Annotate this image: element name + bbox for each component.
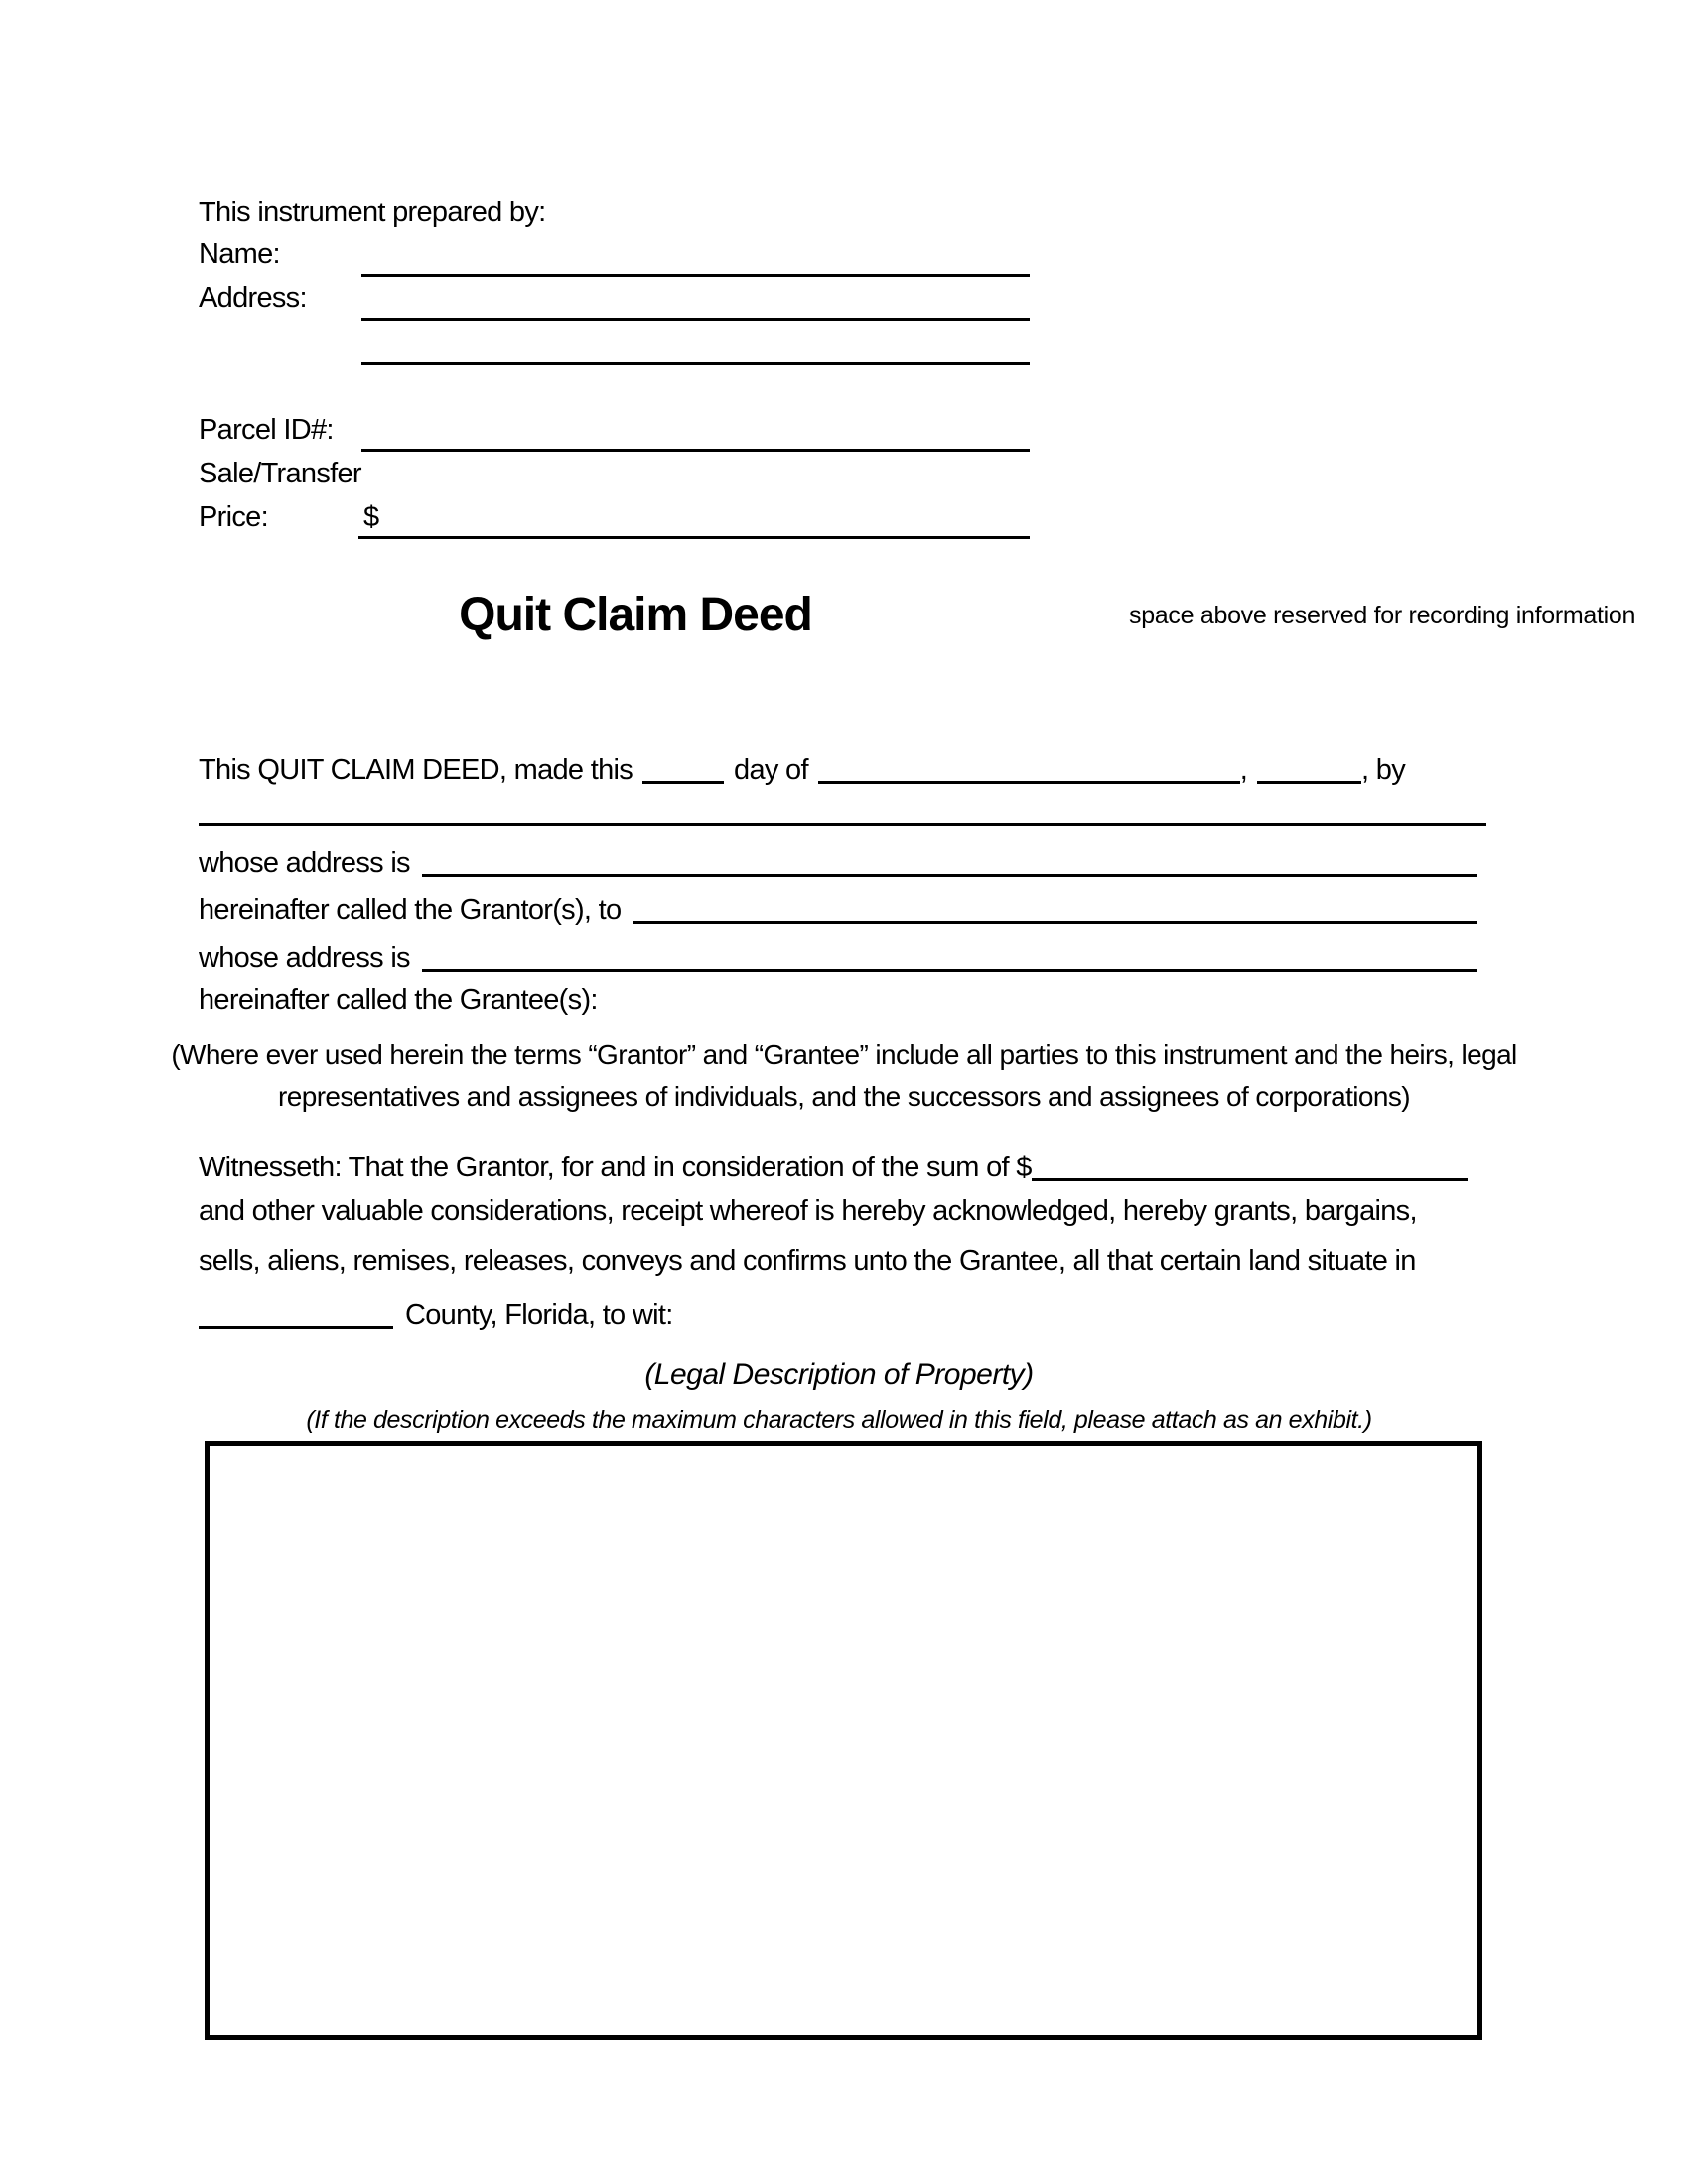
intro-suffix: , by bbox=[1361, 754, 1405, 786]
parcel-id-label: Parcel ID#: bbox=[199, 414, 334, 446]
intro-day-of: day of bbox=[734, 754, 808, 786]
witnesseth-line-3: sells, aliens, remises, releases, conveys and confirms unto the Grantee, all that certain land situate in bbox=[199, 1245, 1416, 1277]
grantor-name-field[interactable] bbox=[199, 823, 1486, 826]
grantor-to-line bbox=[199, 887, 1477, 928]
intro-prefix: This QUIT CLAIM DEED, made this bbox=[199, 754, 633, 786]
prepared-by-heading: This instrument prepared by: bbox=[199, 197, 546, 228]
recording-space-note: space above reserved for recording information bbox=[1129, 602, 1636, 629]
deed-day-field[interactable] bbox=[642, 751, 724, 784]
intro-line bbox=[199, 747, 1405, 788]
preparer-name-field[interactable] bbox=[361, 274, 1030, 277]
preparer-address-field-1[interactable] bbox=[361, 318, 1030, 321]
legal-description-note: (If the description exceeds the maximum characters allowed in this field, please attach as an exhibit.) bbox=[306, 1406, 1372, 1433]
definition-line-1: (Where ever used herein the terms “Grantor” and “Grantee” include all parties to this instrument and the heirs, legal bbox=[171, 1039, 1517, 1070]
dollar-sign: $ bbox=[363, 501, 379, 533]
legal-description-box[interactable] bbox=[205, 1441, 1482, 2040]
grantee-whose-address-label: whose address is bbox=[199, 942, 410, 974]
definition-line-2: representatives and assignees of individuals, and the successors and assignees of corporations) bbox=[278, 1081, 1410, 1112]
intro-comma: , bbox=[1239, 754, 1248, 786]
preparer-address-field-2[interactable] bbox=[361, 362, 1030, 365]
grantee-address-line bbox=[199, 934, 1477, 976]
grantor-address-line bbox=[199, 839, 1477, 881]
name-label: Name: bbox=[199, 238, 280, 270]
page-title: Quit Claim Deed bbox=[459, 589, 812, 641]
grantee-called-line: hereinafter called the Grantee(s): bbox=[199, 984, 598, 1016]
grantor-address-field[interactable] bbox=[422, 844, 1477, 877]
grantor-to-label: hereinafter called the Grantor(s), to bbox=[199, 894, 622, 926]
county-name-field[interactable] bbox=[199, 1297, 393, 1329]
witnesseth-line-2: and other valuable considerations, receipt whereof is hereby acknowledged, hereby grants, bargains, bbox=[199, 1195, 1417, 1227]
county-suffix: County, Florida, to wit: bbox=[405, 1299, 673, 1331]
definition-paragraph bbox=[119, 1034, 1569, 1118]
grantee-name-field[interactable] bbox=[633, 891, 1477, 924]
witnesseth-line-1 bbox=[199, 1144, 1468, 1185]
price-label: Price: bbox=[199, 501, 268, 533]
consideration-amount-field[interactable] bbox=[1032, 1149, 1468, 1181]
grantor-whose-address-label: whose address is bbox=[199, 847, 410, 879]
legal-description-heading: (Legal Description of Property) bbox=[644, 1358, 1034, 1391]
sale-price-field[interactable] bbox=[358, 536, 1030, 539]
address-label: Address: bbox=[199, 282, 307, 314]
deed-year-field[interactable] bbox=[1257, 751, 1361, 784]
county-line bbox=[199, 1292, 673, 1333]
deed-month-field[interactable] bbox=[818, 751, 1240, 784]
witnesseth-text-1: Witnesseth: That the Grantor, for and in consideration of the sum of $ bbox=[199, 1152, 1032, 1183]
grantee-address-field[interactable] bbox=[422, 939, 1477, 972]
parcel-id-field[interactable] bbox=[361, 449, 1030, 452]
sale-transfer-label: Sale/Transfer bbox=[199, 458, 361, 489]
